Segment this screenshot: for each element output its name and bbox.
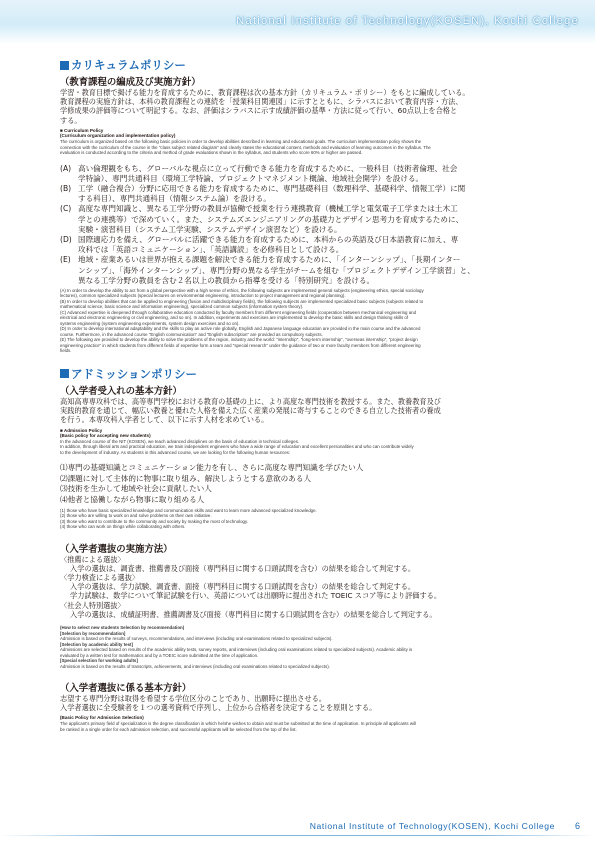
admission-heading-text: アドミッションポリシー bbox=[71, 366, 198, 381]
selection-groups bbox=[60, 555, 540, 619]
curriculum-en-body bbox=[60, 139, 540, 156]
en-line: Admission is based on the results of surveys, recommendations, and interviews (including oral examinations related to specialized subjects). bbox=[60, 636, 333, 642]
group-line: 学力試験は、数学について筆記試験を行い、英語については出願時に提出された TOEIC スコア等により評価する。 bbox=[70, 591, 442, 601]
group-line: 入学の選抜は、学力試験、調査書、面接（専門科目に関する口頭試問を含む）の結果を総合して判定する。 bbox=[70, 582, 416, 592]
list-item bbox=[60, 255, 540, 286]
en-line: (E) The following are provided to develop the ability to solve the problems of the region, industry and the world: "internship", "long-term internship", "overseas internship", "project design bbox=[60, 337, 418, 343]
paragraph-line: する。 bbox=[60, 115, 82, 125]
item-marker: (C) bbox=[60, 204, 72, 214]
screening-en-body bbox=[60, 721, 540, 732]
paragraph-line: 高知高専専攻科では、高等専門学校における教育の基礎の上に、より高度な専門技術を教授する。また、教養教育及び bbox=[60, 396, 441, 406]
item-marker: (B) bbox=[60, 183, 72, 193]
en-line: The curriculum is organized based on the following basic policies in order to develop abilities described in learning and educational goals. The curriculum implementation policy shows the bbox=[60, 139, 422, 144]
selection-subheading: （入学者選抜の実施方法） bbox=[60, 543, 173, 555]
list-item bbox=[60, 184, 540, 204]
paragraph-line: 入学者選抜に全受験者を１つの選考資料で序列し、上位から合格者を決定することを原則とする。 bbox=[60, 703, 377, 713]
admission-heading bbox=[60, 366, 540, 382]
group-title: 〈推薦による選抜〉 bbox=[60, 554, 125, 564]
square-bullet-icon bbox=[60, 369, 69, 378]
paragraph-line: 学修成果の評価等について明記する。なお、評価はシラバスに示す成績評価の基準・方法に従って行い、60点以上を合格と bbox=[60, 106, 458, 116]
en-line: evaluation is conducted according to the criteria and method of grade evaluations shown in the syllabus, and students who score 60% or higher are passed. bbox=[60, 150, 363, 155]
en-line: Admission is based on the results of transcripts, achievements, and interviews (including oral examinations related to specialized subjects). bbox=[60, 663, 330, 669]
footer-title: National Institute of Technology(KOSEN), Kochi College bbox=[309, 821, 555, 831]
en-line: (C) Advanced expertise is deepened through collaborative education conducted by faculty members from different engineering fields (cooperation between mechanical engineering and bbox=[60, 309, 417, 315]
en-line: lectures), common specialized subjects (special lectures on environmental engineering, introduction to project management and regional planning). bbox=[60, 293, 346, 299]
en-line: [Special selection for working adults] bbox=[60, 658, 138, 664]
paragraph-line: 学習・教育目標で掲げる能力を育成するために、教育課程は次の基本方針（カリキュラム・ポリシー）をもとに編成している。 bbox=[60, 88, 470, 97]
item-line: 地域・産業あるいは世界が抱える課題を解決できる能力を育成するために、「インターンシップ」、「長期インター bbox=[78, 255, 461, 265]
list-item: ⑴専門の基礎知識とコミュニケーション能力を有し、さらに高度な専門知識を学びたい人 bbox=[60, 463, 364, 473]
item-line: 国際適応力を備え、グローバルに活躍できる能力を育成するために、本科からの英語及び日本語教育に加え、専 bbox=[78, 234, 459, 244]
item-line: 学特論）、専門共通科目（環境工学特論、プロジェクトマネジメント概論、地域社会開学）を設ける。 bbox=[78, 173, 424, 183]
admission-en-heading: ■ Admission Policy bbox=[60, 427, 103, 433]
list-item bbox=[60, 164, 540, 184]
en-line: (A) In order to develop the ability to act from a global perspective with a high sense of ethics, the following subjects are implemented general subjects (engineering ethics, special sociology bbox=[60, 287, 424, 293]
curriculum-en-heading: ■ Curriculum Policy bbox=[60, 127, 104, 133]
item-line: 高度な専門知識と、異なる工学分野の教員が協働で授業を行う連携教育（機械工学と電気電子工学または土木工 bbox=[78, 204, 458, 214]
paragraph-line: 志望する専門分野は取得を希望する学位区分のことであり、出願時に提出させる。 bbox=[60, 694, 326, 704]
admission-en-subheading: (Basic policy for accepting new students) bbox=[60, 433, 151, 439]
en-line: (3) those who want to contribute to the community and society by making the most of technology. bbox=[60, 518, 249, 524]
screening-subheading: （入学者選抜に係る基本方針） bbox=[60, 683, 192, 695]
item-line: 攻科では「英語コミュニケーション」、「英語講読」を必修科目として設ける。 bbox=[78, 245, 344, 255]
en-line: The applicant's primary field of specialization is the degree classification in which he/she wishes to obtain and must be submitted at the time of application. In principle all applicants will bbox=[60, 721, 416, 727]
admission-items bbox=[60, 463, 540, 505]
item-marker: (E) bbox=[60, 255, 71, 265]
en-line: (B) In order to develop abilities that can be applied to engineering (fusion and multidisciplinary fields), the following subjects are implemented specialized basic subjects (subjects related to bbox=[60, 298, 424, 304]
list-item: ⑶技術を生かして地域や社会に貢献したい人 bbox=[60, 484, 212, 494]
curriculum-heading bbox=[60, 57, 540, 73]
en-line: engineering practice" in which students from different fields of expertise form a team and "special research" under the guidance of two or more faculty members from different engineering bbox=[60, 342, 421, 348]
curriculum-heading-text: カリキュラムポリシー bbox=[71, 58, 186, 72]
header-title: National Institute of Technology(KOSEN), Kochi College bbox=[236, 15, 579, 27]
en-line: (D) In order to develop international adaptability and the skills to play an active role globally, English and Japanese language education are provided in the main course and the advanced bbox=[60, 326, 421, 332]
item-marker: (D) bbox=[60, 234, 72, 244]
en-line: course. Furthermore, in the advanced course "English communication" and "English subscription" are provided as compulsory subjects. bbox=[60, 331, 323, 337]
list-item bbox=[60, 235, 540, 255]
selection-en-body bbox=[60, 625, 540, 669]
admission-en-body bbox=[60, 439, 540, 456]
curriculum-en-items bbox=[60, 288, 540, 354]
screening-en-heading: (Basic Policy for Admission Selection) bbox=[60, 715, 144, 721]
en-line: connection with the curriculum of the course in the "class subject related diagram" and clearly states the educational content, methods and evaluation of learning outcomes in the syllabus. The bbox=[60, 144, 431, 150]
admission-jp-body bbox=[60, 397, 540, 425]
en-line: electrical and electronic engineering or civil engineering, and so on). In addition, experiments and exercises are implemented to develop the basic skills and design thinking skills of bbox=[60, 315, 409, 321]
paragraph-line: 実践的教育を通じて、幅広い教養と優れた人格を備えた広く産業の発展に寄与することのできる自立した技術者の養成 bbox=[60, 406, 441, 416]
item-line: 工学（融合複合）分野に応用できる能力を育成するために、専門基礎科目（数理科学、基礎科学、情報工学）に関 bbox=[78, 183, 466, 193]
en-line: (2) those who are willing to work on and solve problems on their own initiative. bbox=[60, 513, 212, 519]
square-bullet-icon bbox=[60, 61, 69, 70]
en-line: (1) those who have basic specialized knowledge and communication skills and want to learn more advanced specialized knowledge. bbox=[60, 507, 317, 513]
list-item: ⑵課題に対して主体的に物事に取り組み、解決しようとする意欲のある人 bbox=[60, 473, 312, 483]
en-line: In addition, through liberal arts and practical education, we train independent engineers who have a wide range of education and excellent personalities and who can contribute widely bbox=[60, 444, 414, 450]
page-number: 6 bbox=[574, 821, 580, 831]
en-line: [Selection by academic ability test] bbox=[60, 641, 133, 647]
footer-divider bbox=[0, 835, 595, 836]
en-line: In the advanced course of the NIT (KOSEN), we teach advanced disciplines on the basis of education in technical colleges. bbox=[60, 438, 300, 444]
item-line: ンシップ」、「海外インターンシップ」、専門分野の異なる学生がチームを組む「プロジェクトデザイン工学演習」と、 bbox=[78, 265, 475, 275]
item-marker: (A) bbox=[60, 163, 72, 173]
en-line: fields. bbox=[60, 348, 72, 354]
curriculum-en-subheading: (Curriculum organization and implementation policy) bbox=[60, 133, 176, 139]
group-title: 〈社会人特別選抜〉 bbox=[60, 600, 125, 610]
list-item: ⑷他者と協働しながら物事に取り組める人 bbox=[60, 495, 205, 505]
item-line: 異なる工学分野の教員を含む２名以上の教員から指導を受ける「特別研究」を設ける。 bbox=[78, 275, 375, 285]
item-line: 高い倫理観をもち、グローバルな視点に立って行動できる能力を育成するために、一般科目（技術者倫理、社会 bbox=[78, 163, 458, 173]
paragraph-line: を行う。本専攻科入学者として、以下に示す人材を求めている。 bbox=[60, 415, 269, 425]
item-line: する科目）、専門共通科目（情報システム論）を設ける。 bbox=[78, 194, 271, 204]
en-line: evaluated by a written test for mathematics and by a TOEIC score submitted at the time of application. bbox=[60, 652, 259, 658]
admission-en-items bbox=[60, 508, 540, 530]
en-line: (How to select new students Selection by recommendation) bbox=[60, 625, 185, 631]
paragraph-line: 教育課程の実施方針は、本科の教育課程との連続を「授業科目関連図」に示すとともに、シラバスにおいて教育内容・方法、 bbox=[60, 97, 463, 107]
item-line: 学との連携等）で深めていく。また、システムズエンジニアリングの基礎力とデザイン思考力を育成するために、 bbox=[78, 214, 464, 224]
group-line: 入学の選抜は、調査書、推薦書及び面接（専門科目に関する口頭試問を含む）の結果を総合して判定する。 bbox=[70, 563, 416, 573]
group-line: 入学の選抜は、成績証明書、推薦調書及び面接（専門科目に関する口頭試問を含む）の結果を総合して判定する。 bbox=[70, 609, 437, 619]
en-line: Admissions are selected based on results of the academic ability tests, survey reports, and interviews (including oral examinations related to specialized subjects). Academic ability is bbox=[60, 647, 413, 653]
main-content bbox=[60, 53, 540, 732]
item-line: 実験・演習科目（システム工学実験、システムデザイン演習など）を設ける。 bbox=[78, 224, 342, 234]
admission-subheading: （入学者受入れの基本方針） bbox=[60, 385, 182, 397]
screening-jp-body bbox=[60, 694, 540, 712]
en-line: be ranked in a single order for each admission selection, and successful applicants will be selected from the top of the list. bbox=[60, 726, 297, 732]
curriculum-items bbox=[60, 164, 540, 286]
en-line: mathematical science, basic science and information engineering), specialized common subjects (information system theory). bbox=[60, 304, 304, 310]
en-line: systems engineering (system engineering experiments, system design exercises and so on). bbox=[60, 320, 240, 326]
en-line: (4) those who can work on things while collaborating with others. bbox=[60, 524, 186, 530]
list-item bbox=[60, 204, 540, 235]
en-line: to the development of industry. As students in this advanced course, we are looking for the following human resources: bbox=[60, 449, 291, 455]
en-line: [Selection by recommendation] bbox=[60, 630, 126, 636]
curriculum-jp-body bbox=[60, 88, 540, 125]
curriculum-subheading: （教育課程の編成及び実施方針） bbox=[60, 77, 201, 88]
group-title: 〈学力検査による選抜〉 bbox=[60, 573, 140, 583]
